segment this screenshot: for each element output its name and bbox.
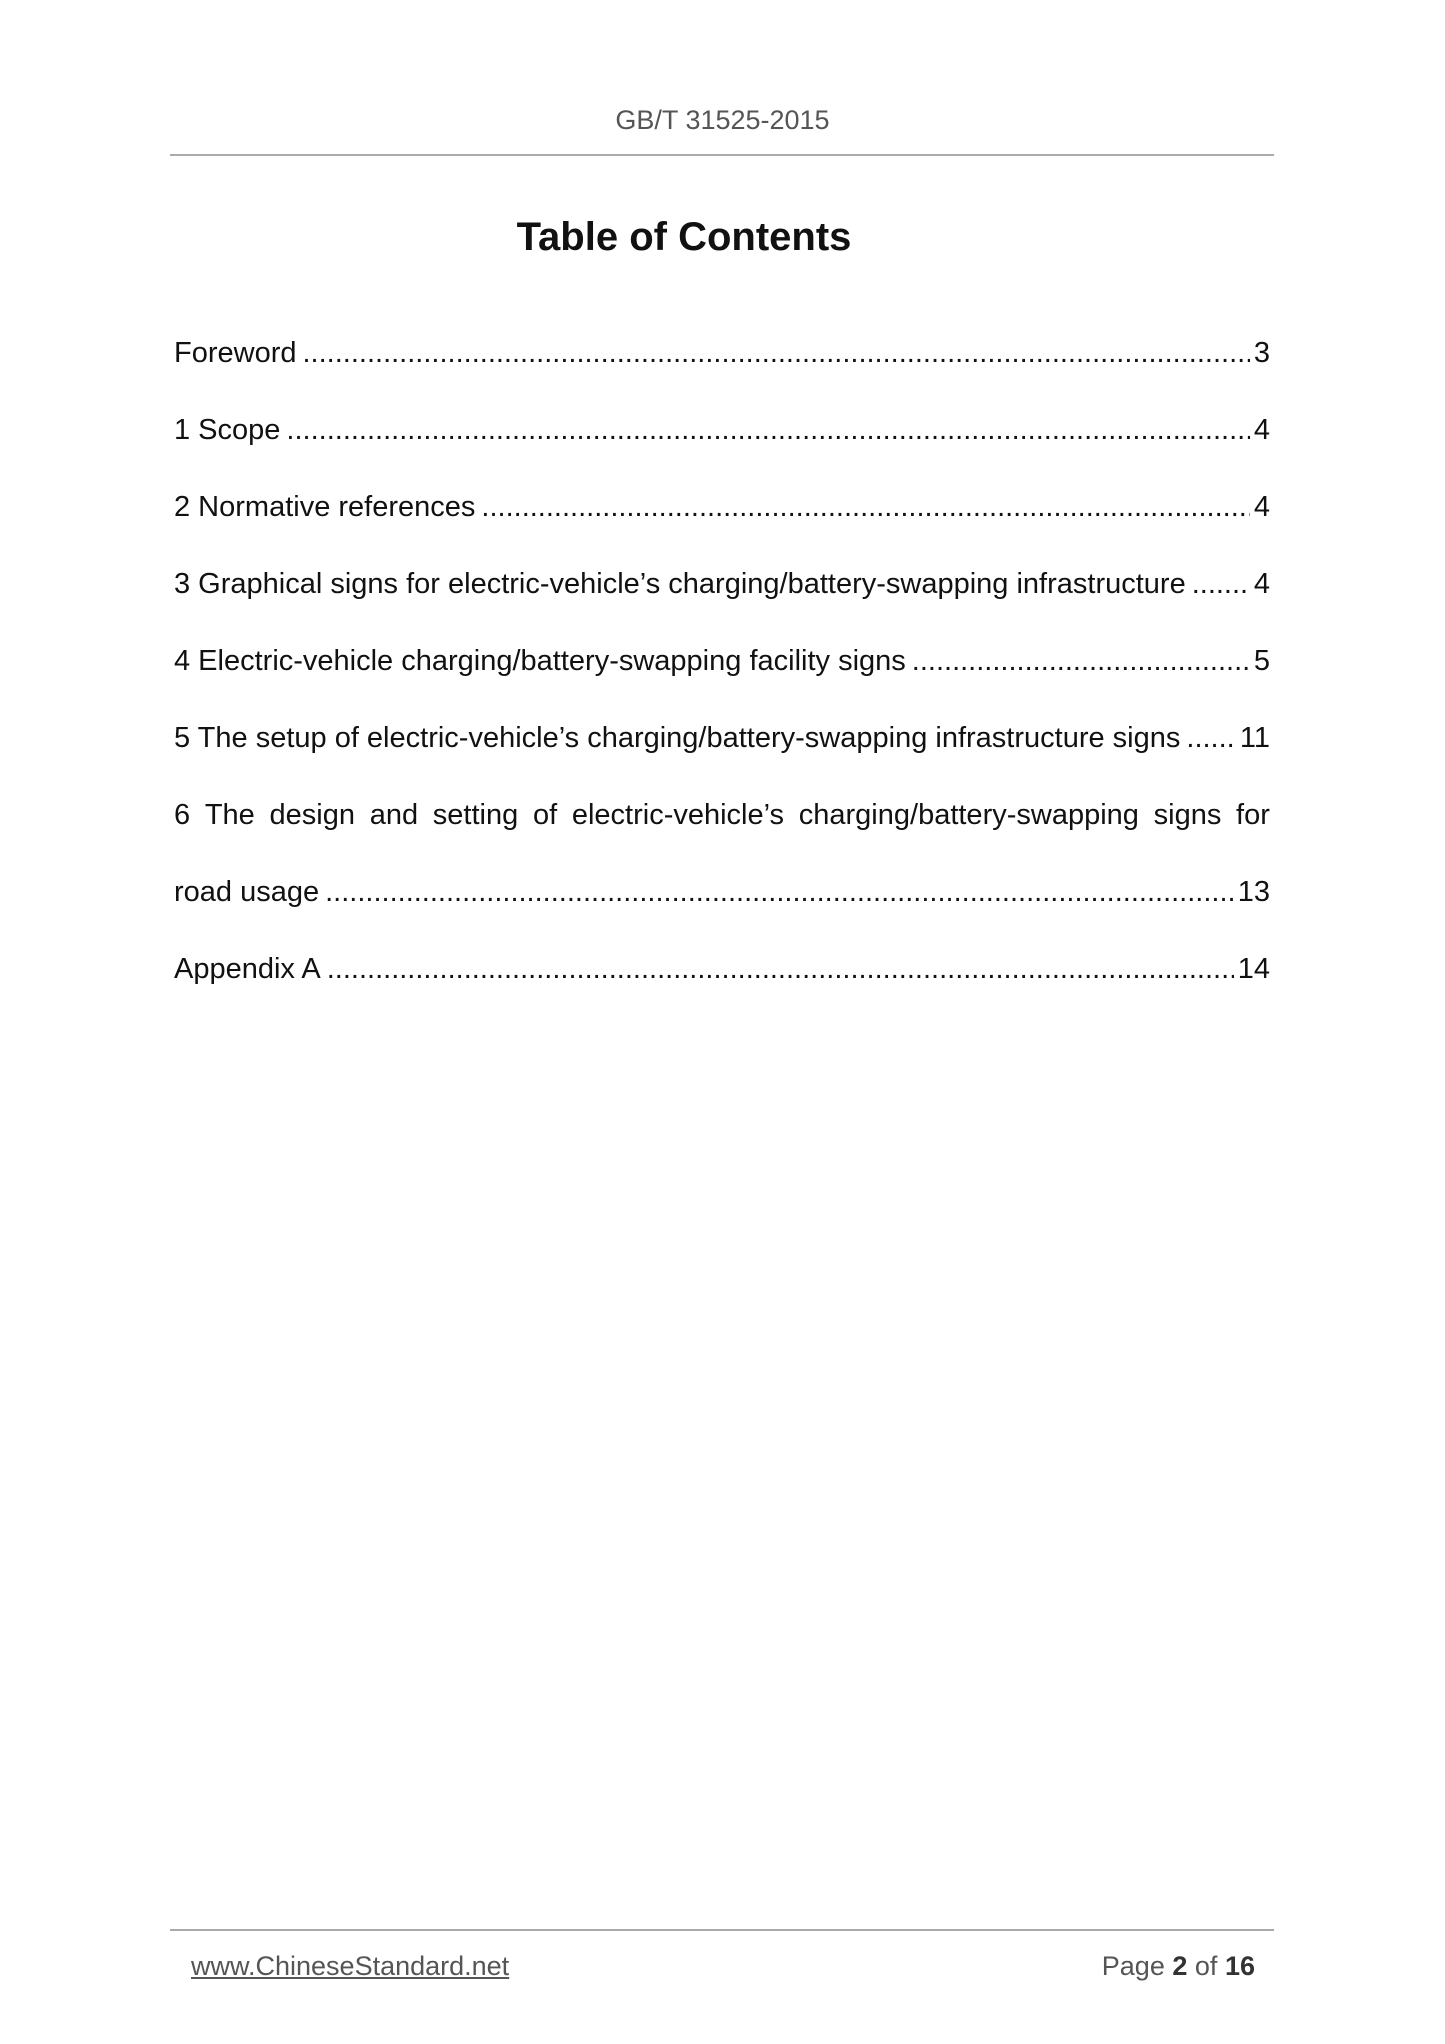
toc-entry-word: The bbox=[204, 799, 255, 831]
page-title: Table of Contents bbox=[516, 215, 852, 259]
toc-entry-title: 3 Graphical signs for electric-vehicle’s charging/battery-swapping infrastructure bbox=[174, 568, 1186, 600]
toc-entry-facility-signs[interactable] bbox=[174, 644, 1270, 721]
toc-leader-dots bbox=[1186, 721, 1236, 755]
toc-entry-appendix-a[interactable] bbox=[174, 952, 1270, 1029]
toc-entry-page: 3 bbox=[1253, 337, 1270, 369]
toc-entry-page: 4 bbox=[1253, 491, 1270, 523]
toc-entry-title: 5 The setup of electric-vehicle’s charging/battery-swapping infrastructure signs bbox=[174, 722, 1181, 754]
toc-entry-title: Appendix A bbox=[174, 953, 321, 985]
toc-leader-dots bbox=[1192, 567, 1250, 601]
toc-entry-page: 5 bbox=[1253, 645, 1270, 677]
toc-entry-page: 4 bbox=[1253, 414, 1270, 446]
toc-entry-title: 1 Scope bbox=[174, 414, 281, 446]
toc-entry-design-and-setting-line1[interactable] bbox=[174, 798, 1270, 875]
toc-entry-word: electric-vehicle’s bbox=[571, 799, 785, 831]
footer-page-number bbox=[1102, 1949, 1255, 1983]
toc-entry-word: and bbox=[369, 799, 419, 831]
toc-leader-dots bbox=[481, 490, 1249, 524]
toc-entry-page: 11 bbox=[1239, 722, 1270, 754]
toc-entry-word: charging/battery-swapping bbox=[798, 799, 1139, 831]
toc-entry-word: signs bbox=[1153, 799, 1222, 831]
footer-website-link[interactable]: www.ChineseStandard.net bbox=[191, 1951, 510, 1981]
toc-entry-title: 2 Normative references bbox=[174, 491, 476, 523]
toc-leader-dots bbox=[286, 413, 1249, 447]
toc-entry-page: 14 bbox=[1237, 953, 1270, 985]
toc-entry-foreword[interactable] bbox=[174, 336, 1270, 413]
toc-entry-word: 6 bbox=[174, 799, 191, 831]
toc-entry-word: of bbox=[532, 799, 558, 831]
toc-entry-title: 4 Electric-vehicle charging/battery-swapping facility signs bbox=[174, 645, 906, 677]
page-prefix: Page bbox=[1101, 1951, 1165, 1981]
toc-entry-design-and-setting-line2[interactable] bbox=[174, 875, 1270, 952]
page-total: 16 bbox=[1224, 1951, 1255, 1981]
page-of: of bbox=[1194, 1951, 1218, 1981]
toc-entry-word: setting bbox=[432, 799, 519, 831]
toc-entry-title: Foreword bbox=[174, 337, 297, 369]
header-doc-id: GB/T 31525-2015 bbox=[615, 105, 830, 135]
toc-entry-title: road usage bbox=[174, 876, 320, 908]
toc-leader-dots bbox=[325, 875, 1234, 909]
page-current: 2 bbox=[1172, 1951, 1188, 1981]
footer-divider bbox=[170, 1929, 1274, 1931]
toc-entry-page: 13 bbox=[1237, 876, 1270, 908]
header-divider bbox=[170, 154, 1274, 156]
toc-entry-scope[interactable] bbox=[174, 413, 1270, 490]
toc-entry-word: for bbox=[1236, 799, 1270, 831]
toc-entry-graphical-signs[interactable] bbox=[174, 567, 1270, 644]
toc-entry-setup-of-signs[interactable] bbox=[174, 721, 1270, 798]
table-of-contents bbox=[174, 336, 1270, 1029]
toc-leader-dots bbox=[912, 644, 1250, 678]
toc-entry-normative-references[interactable] bbox=[174, 490, 1270, 567]
toc-entry-word: design bbox=[269, 799, 355, 831]
toc-leader-dots bbox=[303, 336, 1250, 370]
toc-leader-dots bbox=[327, 952, 1234, 986]
toc-entry-page: 4 bbox=[1253, 568, 1270, 600]
